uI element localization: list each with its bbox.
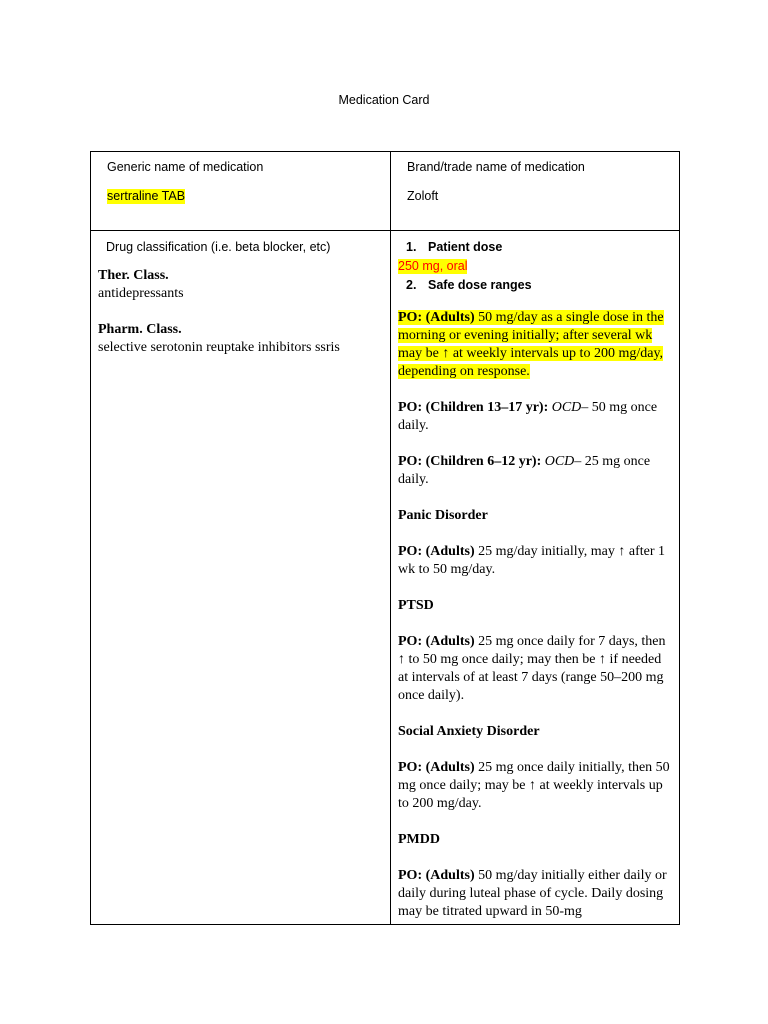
dose-lead: PO: (Children 13–17 yr):: [398, 400, 549, 415]
dose-lead: PO: (Adults): [398, 868, 475, 883]
safe-dose-item: [398, 278, 673, 293]
brand-name-value: Zoloft: [407, 189, 439, 203]
dose-cell: [391, 231, 680, 925]
pharm-class-label: Pharm. Class.: [98, 322, 182, 337]
generic-name-cell: [91, 152, 391, 231]
safe-dose-label: Safe dose ranges: [428, 278, 532, 292]
dose-ptsd-adults-para: [398, 633, 673, 705]
dose-text: 25 mg once daily for 7 days, then ↑ to 50 mg once daily; may then be ↑ if needed at intervals of at least 7 days (range 50–200 mg once daily).: [398, 634, 666, 703]
generic-name-label: Generic name of medication: [107, 160, 264, 174]
dose-text: 50 mg/day initially either daily or daily during luteal phase of cycle. Daily dosing may be titrated upward in 50-mg: [398, 868, 667, 919]
brand-name-cell: [391, 152, 680, 231]
dose-text: – 50 mg once daily.: [398, 400, 658, 433]
detail-row: [91, 231, 680, 925]
dose-lead: PO: (Adults): [398, 310, 475, 325]
safe-dose-number: 2.: [406, 278, 417, 292]
dose-adults-para: [398, 309, 673, 381]
classification-label: Drug classification (i.e. beta blocker, etc): [106, 240, 331, 254]
classification-cell: [91, 231, 391, 925]
dose-panic-adults-para: [398, 543, 673, 579]
dose-condition: OCD: [551, 400, 582, 415]
dose-text: 25 mg/day initially, may ↑ after 1 wk to 50 mg/day.: [398, 544, 666, 577]
section-heading-pmdd: PMDD: [398, 832, 440, 847]
brand-name-label: Brand/trade name of medication: [407, 160, 585, 174]
dose-text: 50 mg/day as a single dose in the morning or evening initially; after several wk may be ↑ at weekly intervals up to 200 mg/day, depending on response.: [398, 310, 664, 379]
dose-condition: OCD: [544, 454, 575, 469]
dose-lead: PO: (Children 6–12 yr):: [398, 454, 542, 469]
dose-lead: PO: (Adults): [398, 634, 475, 649]
generic-name-value: sertraline TAB: [107, 189, 186, 203]
patient-dose-label: Patient dose: [428, 240, 503, 254]
patient-dose-item: [398, 240, 673, 255]
dose-pmdd-adults-para: [398, 867, 673, 921]
dose-children-6-12-para: [398, 453, 673, 489]
page-title: Medication Card: [338, 93, 430, 107]
ther-class-label: Ther. Class.: [98, 268, 169, 283]
dose-text: 25 mg once daily initially, then 50 mg once daily; may be ↑ at weekly intervals up to 200 mg/day.: [398, 760, 670, 811]
ther-class-value: antidepressants: [98, 286, 184, 301]
section-heading-social-anxiety: Social Anxiety Disorder: [398, 724, 540, 739]
patient-dose-value: 250 mg, oral: [398, 259, 468, 273]
dose-children-13-17-para: [398, 399, 673, 435]
dose-lead: PO: (Adults): [398, 544, 475, 559]
dose-text: – 25 mg once daily.: [398, 454, 651, 487]
dose-social-anxiety-adults-para: [398, 759, 673, 813]
name-row: [91, 152, 680, 231]
section-heading-ptsd: PTSD: [398, 598, 434, 613]
pharm-class-value: selective serotonin reuptake inhibitors ssris: [98, 340, 340, 355]
dose-lead: PO: (Adults): [398, 760, 475, 775]
section-heading-panic: Panic Disorder: [398, 508, 488, 523]
patient-dose-number: 1.: [406, 240, 417, 254]
medication-card-table: [90, 151, 680, 925]
